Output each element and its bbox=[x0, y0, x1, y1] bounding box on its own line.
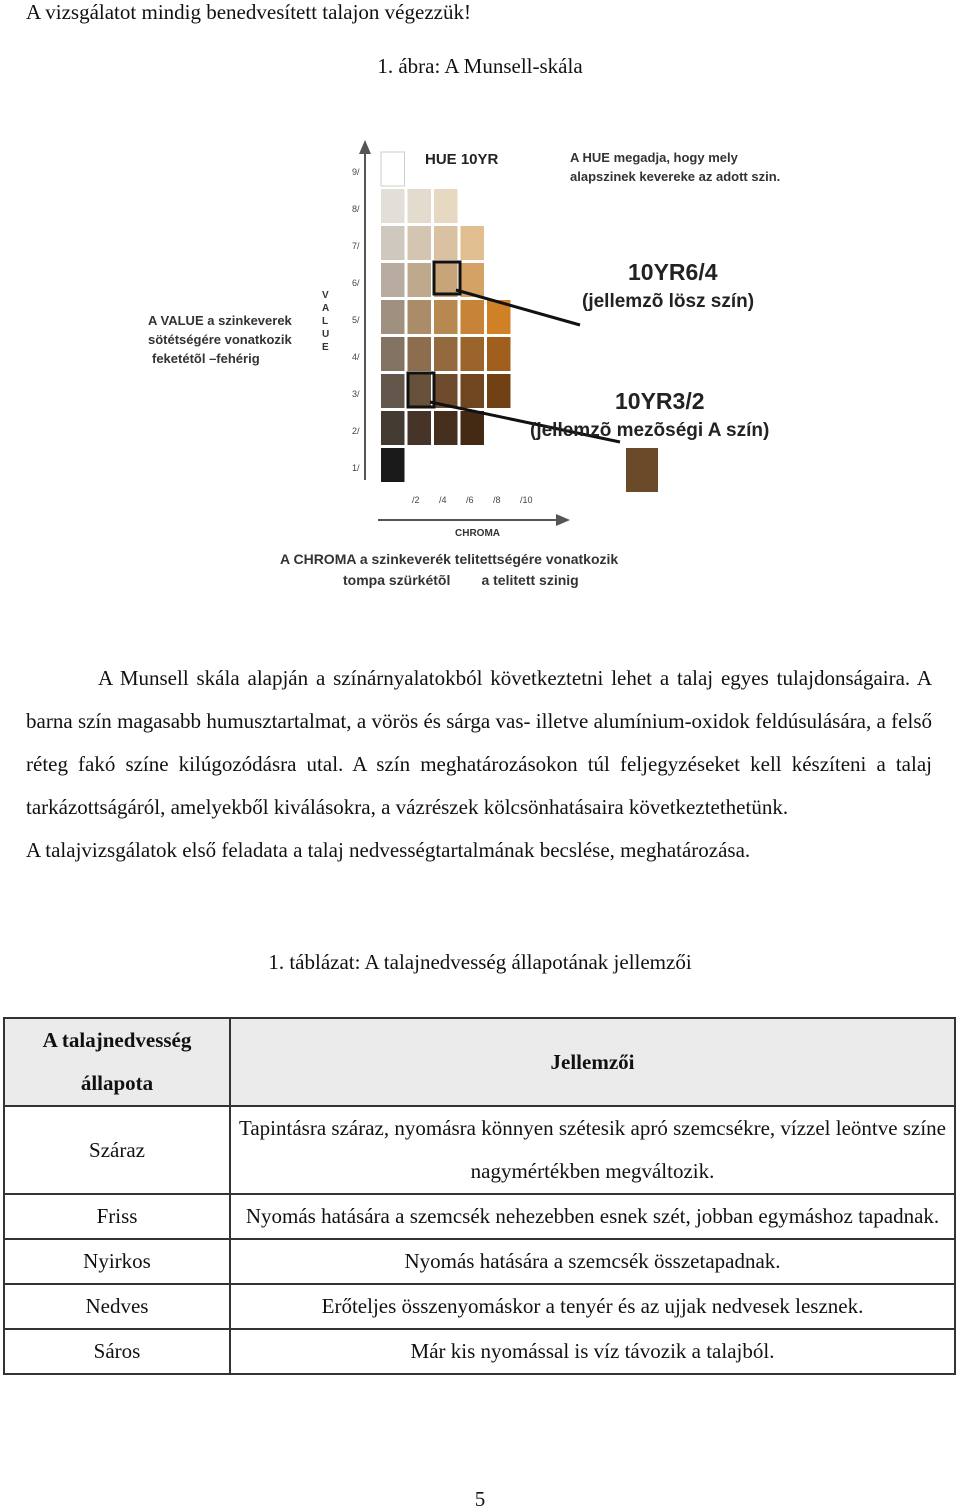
color-chip bbox=[408, 411, 432, 445]
state-cell: Nyirkos bbox=[4, 1239, 230, 1284]
color-chip bbox=[487, 337, 511, 371]
figure-caption: 1. ábra: A Munsell-skála bbox=[377, 54, 583, 78]
hue-note-line-2: alapszinek kevereke az adott szin. bbox=[570, 169, 781, 184]
value-tick-label: 7/ bbox=[352, 241, 360, 251]
value-ticks bbox=[352, 167, 360, 473]
chroma-axis-arrow bbox=[556, 514, 570, 526]
table-row bbox=[4, 1329, 955, 1374]
chroma-note-line-2: tompa szürkétõl a telitett szinig bbox=[343, 572, 579, 588]
description-cell: Már kis nyomással is víz távozik a talajból. bbox=[230, 1329, 955, 1374]
value-axis-arrow bbox=[359, 140, 371, 154]
value-note-line-2: sötétségére vonatkozik bbox=[148, 332, 292, 347]
value-tick-label: 6/ bbox=[352, 278, 360, 288]
color-chip bbox=[434, 300, 458, 334]
chroma-tick-label: /6 bbox=[466, 495, 474, 505]
table-header-row bbox=[4, 1018, 955, 1106]
hue-note-line-1: A HUE megadja, hogy mely bbox=[570, 150, 738, 165]
table-row bbox=[4, 1284, 955, 1329]
color-chip bbox=[461, 300, 485, 334]
color-chip bbox=[434, 263, 458, 297]
color-chip bbox=[381, 263, 405, 297]
value-tick-label: 9/ bbox=[352, 167, 360, 177]
page-number: 5 bbox=[474, 1487, 486, 1511]
intro-line: A vizsgálatot mindig benedvesített talajon végezzük! bbox=[26, 0, 471, 24]
chroma-tick-label: /8 bbox=[493, 495, 501, 505]
description-cell: Nyomás hatására a szemcsék nehezebben esnek szét, jobban egymáshoz tapadnak. bbox=[230, 1194, 955, 1239]
state-cell: Száraz bbox=[4, 1106, 230, 1194]
color-chip bbox=[381, 189, 405, 223]
munsell-chart bbox=[0, 130, 960, 600]
hue-label: HUE 10YR bbox=[425, 151, 499, 168]
header-characteristics: Jellemzői bbox=[230, 1018, 955, 1106]
state-cell: Nedves bbox=[4, 1284, 230, 1329]
color-chip bbox=[434, 411, 458, 445]
color-chip bbox=[408, 189, 432, 223]
color-chip bbox=[408, 300, 432, 334]
chroma-tick-label: /4 bbox=[439, 495, 447, 505]
color-chip bbox=[408, 374, 432, 408]
value-tick-label: 8/ bbox=[352, 204, 360, 214]
color-chip bbox=[408, 226, 432, 260]
value-axis-letter: A bbox=[322, 303, 330, 314]
state-cell: Friss bbox=[4, 1194, 230, 1239]
sample2-swatch bbox=[626, 448, 658, 492]
color-chip bbox=[381, 337, 405, 371]
table-row bbox=[4, 1106, 955, 1194]
color-chip bbox=[487, 374, 511, 408]
value-axis-letter: V bbox=[322, 290, 329, 301]
paragraph-2: A talajvizsgálatok első feladata a talaj nedvességtartalmának becslése, meghatározása. bbox=[26, 838, 751, 862]
color-chip bbox=[381, 300, 405, 334]
paragraph-1: A Munsell skála alapján a színárnyalatokból következtetni lehet a talaj egyes tulajdonságaira. A barna szín magasabb humusztartalmat, a vörös és sárga vas- illetve alumínium-oxidok feldúsulására, a felső réteg fakó színe kilúgozódásra utal. A szín meghatározásokon túl feljegyzéseket kell készíteni a talaj tarkázottságáról, amelyekből kiválásokra, a vázrészek kölcsönhatásaira következtethetünk. bbox=[26, 666, 932, 819]
color-chip bbox=[408, 263, 432, 297]
chroma-note-line-1: A CHROMA a szinkeverék telitettségére vonatkozik bbox=[280, 551, 619, 567]
moisture-table bbox=[3, 1017, 956, 1375]
value-tick-label: 4/ bbox=[352, 352, 360, 362]
description-cell: Erőteljes összenyomáskor a tenyér és az ujjak nedvesek lesznek. bbox=[230, 1284, 955, 1329]
description-cell: Nyomás hatására a szemcsék összetapadnak. bbox=[230, 1239, 955, 1284]
value-axis-letters bbox=[322, 290, 329, 353]
value-axis-letter: U bbox=[322, 329, 330, 340]
table-row bbox=[4, 1239, 955, 1284]
color-chip bbox=[461, 374, 485, 408]
sample2-desc: (jellemzõ mezõségi A szín) bbox=[530, 420, 770, 441]
color-chip bbox=[381, 374, 405, 408]
value-note-line-1: A VALUE a szinkeverek bbox=[148, 313, 292, 328]
chroma-axis-label: CHROMA bbox=[455, 528, 500, 539]
color-chip bbox=[461, 337, 485, 371]
value-tick-label: 5/ bbox=[352, 315, 360, 325]
header-state: A talajnedvesség állapota bbox=[4, 1018, 230, 1106]
color-grid bbox=[381, 152, 511, 482]
sample2-code: 10YR3/2 bbox=[615, 388, 705, 414]
color-chip bbox=[381, 152, 405, 186]
chroma-tick-label: /10 bbox=[520, 495, 533, 505]
sample1-desc: (jellemzõ lösz szín) bbox=[582, 291, 755, 312]
color-chip bbox=[381, 226, 405, 260]
color-chip bbox=[434, 226, 458, 260]
value-tick-label: 2/ bbox=[352, 426, 360, 436]
chroma-ticks bbox=[412, 495, 533, 505]
chroma-tick-label: /2 bbox=[412, 495, 420, 505]
color-chip bbox=[461, 411, 485, 445]
sample1-code: 10YR6/4 bbox=[628, 259, 718, 285]
color-chip bbox=[408, 337, 432, 371]
value-note-line-3: feketétõl –fehérig bbox=[152, 351, 260, 366]
value-tick-label: 3/ bbox=[352, 389, 360, 399]
description-cell: Tapintásra száraz, nyomásra könnyen szétesik apró szemcsékre, vízzel leöntve színe nagymértékben megváltozik. bbox=[230, 1106, 955, 1194]
color-chip bbox=[461, 226, 485, 260]
table-row bbox=[4, 1194, 955, 1239]
color-chip bbox=[381, 411, 405, 445]
color-chip bbox=[434, 189, 458, 223]
value-tick-label: 1/ bbox=[352, 463, 360, 473]
value-axis-letter: E bbox=[322, 342, 329, 353]
body-text bbox=[26, 657, 932, 872]
value-axis-letter: L bbox=[322, 316, 329, 327]
color-chip bbox=[381, 448, 405, 482]
table-caption: 1. táblázat: A talajnedvesség állapotának jellemzői bbox=[268, 950, 692, 974]
color-chip bbox=[434, 337, 458, 371]
state-cell: Sáros bbox=[4, 1329, 230, 1374]
